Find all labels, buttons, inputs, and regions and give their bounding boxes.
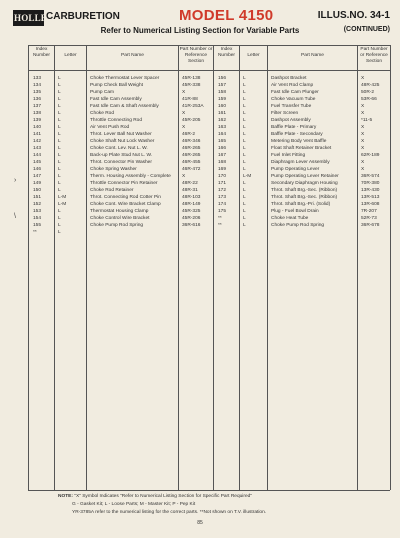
part-number-cell: 48R-103 [182, 195, 201, 200]
table-center-divider [213, 45, 214, 490]
index-number-cell: 175 [218, 209, 227, 214]
index-number-cell: 174 [218, 202, 227, 207]
part-number-cell: 48R-149 [182, 202, 201, 207]
part-name-cell: Choke Cont. Wire Bracket Clamp [90, 202, 161, 207]
part-name-cell: Throttle Connector Pin Retainer [90, 181, 158, 186]
holley-logo: HOLLEY [13, 10, 44, 26]
index-number-cell: 169 [218, 167, 227, 172]
index-number-cell: 173 [218, 195, 227, 200]
table-top-rule [28, 45, 390, 46]
part-name-cell: Fast Idle Cam Plunger [271, 90, 319, 95]
part-number-cell: 46R-2 [182, 132, 196, 137]
part-name-cell: Pump Operating Lever [271, 167, 320, 172]
index-number-cell: ** [218, 216, 222, 221]
part-name-cell: Thermostat Housing Clamp [90, 209, 149, 214]
letter-cell: L [58, 209, 61, 214]
table-divider [178, 45, 179, 490]
index-number-cell: 140 [33, 125, 42, 130]
part-name-cell: Choke Rod [90, 111, 114, 116]
index-number-cell: 145 [33, 160, 42, 165]
part-name-cell: Float Shaft Retainer Bracket [271, 146, 332, 151]
index-number-cell: 170 [218, 174, 227, 179]
letter-cell: L [243, 167, 246, 172]
part-name-cell: Pump Cam [90, 90, 114, 95]
part-name-cell: Choke Rod Retainer [90, 188, 134, 193]
table-divider [86, 45, 87, 490]
letter-cell: L [243, 97, 246, 102]
part-name-cell: Throt. Shaft Brg.-Sec. (Ribbon) [271, 188, 338, 193]
part-name-cell: Throt. Lever Ball Nut Washer [90, 132, 152, 137]
part-name-cell: Throt. Shaft Brg.-Sec. (Ribbon) [271, 195, 338, 200]
part-number-cell: 41R-88 [182, 97, 198, 102]
index-number-cell: 164 [218, 132, 227, 137]
part-number-cell: X [182, 174, 186, 179]
table-divider [357, 45, 358, 490]
letter-cell: L [58, 146, 61, 151]
index-number-cell: 147 [33, 174, 42, 179]
index-number-cell: 143 [33, 146, 42, 151]
letter-cell: L [58, 118, 61, 123]
part-number-cell: X [361, 160, 365, 165]
part-number-cell: 46R-472 [182, 167, 201, 172]
part-number-cell: 45R-138 [182, 76, 201, 81]
part-number-cell: 48R-22 [182, 181, 198, 186]
letter-cell: L [243, 223, 246, 228]
page-subtitle: Refer to Numerical Listing Section for Variable Parts [100, 26, 300, 35]
part-number-cell: 50R-2 [361, 90, 375, 95]
index-number-cell: 146 [33, 167, 42, 172]
index-number-cell: 149 [33, 181, 42, 186]
table-divider [239, 45, 240, 490]
letter-cell: L [58, 181, 61, 186]
part-name-cell: Throttle Connecting Rod [90, 118, 142, 123]
part-name-cell: Throt. Connecting Rod Cotter Pin [90, 195, 161, 200]
letter-cell: L [58, 125, 61, 130]
part-name-cell: Fast Idle Cam Assembly [90, 97, 142, 102]
part-name-cell: Choke Heat Tube [271, 216, 309, 221]
part-number-cell: 36R-616 [182, 223, 201, 228]
letter-cell: L [243, 132, 246, 137]
letter-cell: L [243, 104, 246, 109]
index-number-cell: 158 [218, 90, 227, 95]
part-name-cell: Baffle Plate - Secondary [271, 132, 323, 137]
part-name-cell: Choke Vacuum Tube [271, 97, 316, 102]
left-part-number-column [182, 75, 204, 229]
illustration-number: ILLUS.NO. 34-1 [317, 10, 390, 21]
part-number-cell: 70R-380 [361, 181, 380, 186]
part-name-cell: Throt. Connector Pin Washer [90, 160, 152, 165]
index-number-cell: 166 [218, 146, 227, 151]
part-number-cell: X [361, 132, 365, 137]
index-number-cell: 137 [33, 104, 42, 109]
note-text: "X" Symbol Indicates "Refer to Numerical Listing Section for Specific Part Required" [74, 494, 252, 499]
letter-cell: L [243, 209, 246, 214]
index-number-cell: 165 [218, 139, 227, 144]
index-number-cell: ** [218, 223, 222, 228]
part-number-cell: 53R-66 [361, 97, 377, 102]
index-number-cell: 153 [33, 209, 42, 214]
table-header-rule [28, 70, 390, 71]
index-number-cell: 135 [33, 90, 42, 95]
part-name-header: Part Name [301, 53, 324, 58]
table-divider [267, 45, 268, 490]
letter-cell: L [58, 97, 61, 102]
part-name-cell: Pump Operating Lever Retainer [271, 174, 339, 179]
left-letter-column [58, 75, 66, 236]
note-label: NOTE: [58, 494, 73, 499]
part-name-cell: Choke Spring Washer [90, 167, 137, 172]
index-number-cell: 156 [218, 76, 227, 81]
index-number-cell: 144 [33, 153, 42, 158]
letter-cell: L [58, 76, 61, 81]
letter-cell: L [243, 202, 246, 207]
part-name-cell: Secondary Diaphragm Housing [271, 181, 338, 186]
index-number-cell: 139 [33, 118, 42, 123]
part-name-cell: Dashpot Bracket [271, 76, 307, 81]
part-name-cell: Air Vent Push Rod [90, 125, 130, 130]
part-name-cell: Air Vent Rod Clamp [271, 83, 314, 88]
letter-cell: L-M [58, 195, 67, 200]
part-number-header: Part Number or Reference Section [360, 47, 388, 64]
part-name-cell: Choke Cont. Lev. Nut L. W. [90, 146, 148, 151]
part-number-cell: 36R-678 [361, 223, 380, 228]
right-letter-column [243, 75, 251, 229]
table-divider [28, 45, 29, 490]
index-number-cell: 163 [218, 125, 227, 130]
part-name-cell: Throt. Shaft Brg.-Pri. (Solid) [271, 202, 331, 207]
part-name-cell: Back-up Plate Stud Nut L. W. [90, 153, 153, 158]
table-divider [390, 45, 391, 490]
letter-header: Letter [247, 53, 260, 58]
part-number-cell: 45R-206 [182, 216, 201, 221]
index-number-cell: 157 [218, 83, 227, 88]
part-name-cell: Choke Pump Rod Spring [90, 223, 144, 228]
part-name-cell: Plug - Fuel Bowl Drain [271, 209, 319, 214]
index-number-cell: 171 [218, 181, 227, 186]
index-number-header: Index Number [32, 47, 51, 58]
index-number-cell: 167 [218, 153, 227, 158]
part-name-cell: Fast Idle Cam & Shaft Assembly [90, 104, 159, 109]
part-number-cell: 13R-513 [361, 195, 380, 200]
part-name-header: Part Name [121, 53, 144, 58]
part-number-cell: X [361, 139, 365, 144]
part-name-cell: Fuel Transfer Tube [271, 104, 312, 109]
part-number-cell: X [182, 125, 186, 130]
margin-check-mark: \ [14, 213, 16, 220]
index-number-header: Index Number [217, 47, 236, 58]
part-number-cell: *11-5 [361, 118, 373, 123]
part-number-cell: 48R-31 [182, 188, 198, 193]
letter-cell: L [243, 195, 246, 200]
letter-cell: L [243, 188, 246, 193]
left-index-column [33, 75, 41, 236]
letter-cell: L [58, 160, 61, 165]
letter-cell: L [58, 188, 61, 193]
letter-header: Letter [64, 53, 77, 58]
part-number-header: Part Number or Reference Section [179, 47, 213, 64]
letter-cell: L [58, 83, 61, 88]
letter-cell: L [243, 76, 246, 81]
part-number-cell: 41R-253A [182, 104, 204, 109]
letter-cell: L [58, 90, 61, 95]
part-number-cell: 62R-189 [361, 153, 380, 158]
right-index-column [218, 75, 226, 229]
part-number-cell: 45R-338 [182, 83, 201, 88]
table-divider [54, 45, 55, 490]
index-number-cell: 155 [33, 223, 42, 228]
index-number-cell: 162 [218, 118, 227, 123]
left-part-name-column [90, 75, 171, 229]
index-number-cell: 133 [33, 76, 42, 81]
right-part-name-column [271, 75, 339, 229]
index-number-cell: 154 [33, 216, 42, 221]
section-title: CARBURETION [46, 11, 120, 22]
part-name-cell: Choke Thermostat Lever Spacer [90, 76, 160, 81]
letter-cell: L [243, 125, 246, 130]
note-line-3: YR-3785A refer to the numerical listing for the correct parts. **Not shown on T.V. illustration. [72, 510, 267, 515]
letter-cell: L [58, 111, 61, 116]
letter-cell: L [58, 139, 61, 144]
part-name-cell: Therm. Housing Assembly - Complete [90, 174, 171, 179]
right-part-number-column [361, 75, 379, 229]
table-bottom-rule [28, 490, 390, 491]
letter-cell: L-M [58, 202, 67, 207]
letter-cell: L [58, 153, 61, 158]
part-name-cell: Baffle Plate - Primary [271, 125, 317, 130]
letter-cell: L [58, 132, 61, 137]
part-number-cell: 45R-205 [182, 118, 201, 123]
part-number-cell: 13R-430 [361, 188, 380, 193]
letter-cell: L [243, 139, 246, 144]
page-number: 85 [197, 520, 203, 526]
part-name-cell: Fuel Inlet Fitting [271, 153, 306, 158]
index-number-cell: 141 [33, 132, 42, 137]
part-number-cell: X [361, 125, 365, 130]
part-name-cell: Filter Screen [271, 111, 299, 116]
part-number-cell: 46R-346 [182, 139, 201, 144]
letter-cell: L [58, 230, 61, 235]
part-number-cell: 7R-207 [361, 209, 377, 214]
letter-cell: L [243, 216, 246, 221]
part-number-cell: X [182, 111, 186, 116]
part-name-cell: Dashpot Assembly [271, 118, 311, 123]
part-name-cell: Metering Body Vent Baffle [271, 139, 327, 144]
part-name-cell: Choke Shaft Nut Lock Washer [90, 139, 155, 144]
part-number-cell: 46R-455 [182, 160, 201, 165]
index-number-cell: 159 [218, 97, 227, 102]
index-number-cell: 136 [33, 97, 42, 102]
part-number-cell: X [361, 104, 365, 109]
letter-cell: L [243, 90, 246, 95]
part-number-cell: X [361, 111, 365, 116]
index-number-cell: 160 [218, 104, 227, 109]
letter-cell: L [243, 160, 246, 165]
part-name-cell: Choke Pump Rod Spring [271, 223, 325, 228]
index-number-cell: 172 [218, 188, 227, 193]
letter-cell: L [243, 146, 246, 151]
part-name-cell: Pump Check Ball Weight [90, 83, 143, 88]
index-number-cell: 134 [33, 83, 42, 88]
letter-cell: L [243, 181, 246, 186]
continued-label: (CONTINUED) [343, 26, 390, 33]
part-number-cell: 52R-73 [361, 216, 377, 221]
model-title: MODEL 4150 [179, 7, 274, 24]
letter-cell: L-M [243, 174, 252, 179]
letter-cell: L [243, 111, 246, 116]
margin-check-mark: › [14, 177, 17, 184]
part-number-cell: X [361, 146, 365, 151]
index-number-cell: 152 [33, 202, 42, 207]
part-number-cell: 48R-425 [361, 83, 380, 88]
part-name-cell: Choke Control Wire Bracket [90, 216, 150, 221]
part-number-cell: 36R-574 [361, 174, 380, 179]
index-number-cell: 138 [33, 111, 42, 116]
part-number-cell: 13R-608 [361, 202, 380, 207]
index-number-cell: 142 [33, 139, 42, 144]
letter-cell: L [58, 174, 61, 179]
part-number-cell: 45R-325 [182, 209, 201, 214]
letter-cell: L [243, 118, 246, 123]
index-number-cell: ** [33, 230, 37, 235]
note-line-1 [58, 494, 252, 499]
index-number-cell: 150 [33, 188, 42, 193]
letter-cell: L [58, 167, 61, 172]
part-name-cell: Diaphragm Lever Assembly [271, 160, 330, 165]
letter-cell: L [58, 104, 61, 109]
letter-cell: L [58, 223, 61, 228]
part-number-cell: X [361, 167, 365, 172]
part-number-cell: 46R-265 [182, 146, 201, 151]
letter-cell: L [243, 153, 246, 158]
letter-cell: L [243, 83, 246, 88]
part-number-cell: 46R-265 [182, 153, 201, 158]
index-number-cell: 168 [218, 160, 227, 165]
index-number-cell: 151 [33, 195, 42, 200]
index-number-cell: 161 [218, 111, 227, 116]
part-number-cell: X [182, 90, 186, 95]
letter-cell: L [58, 216, 61, 221]
note-line-2: G - Gasket Kit; L - Loose Parts; M - Master Kit; P - Pep Kit [72, 502, 196, 507]
part-number-cell: X [361, 76, 365, 81]
